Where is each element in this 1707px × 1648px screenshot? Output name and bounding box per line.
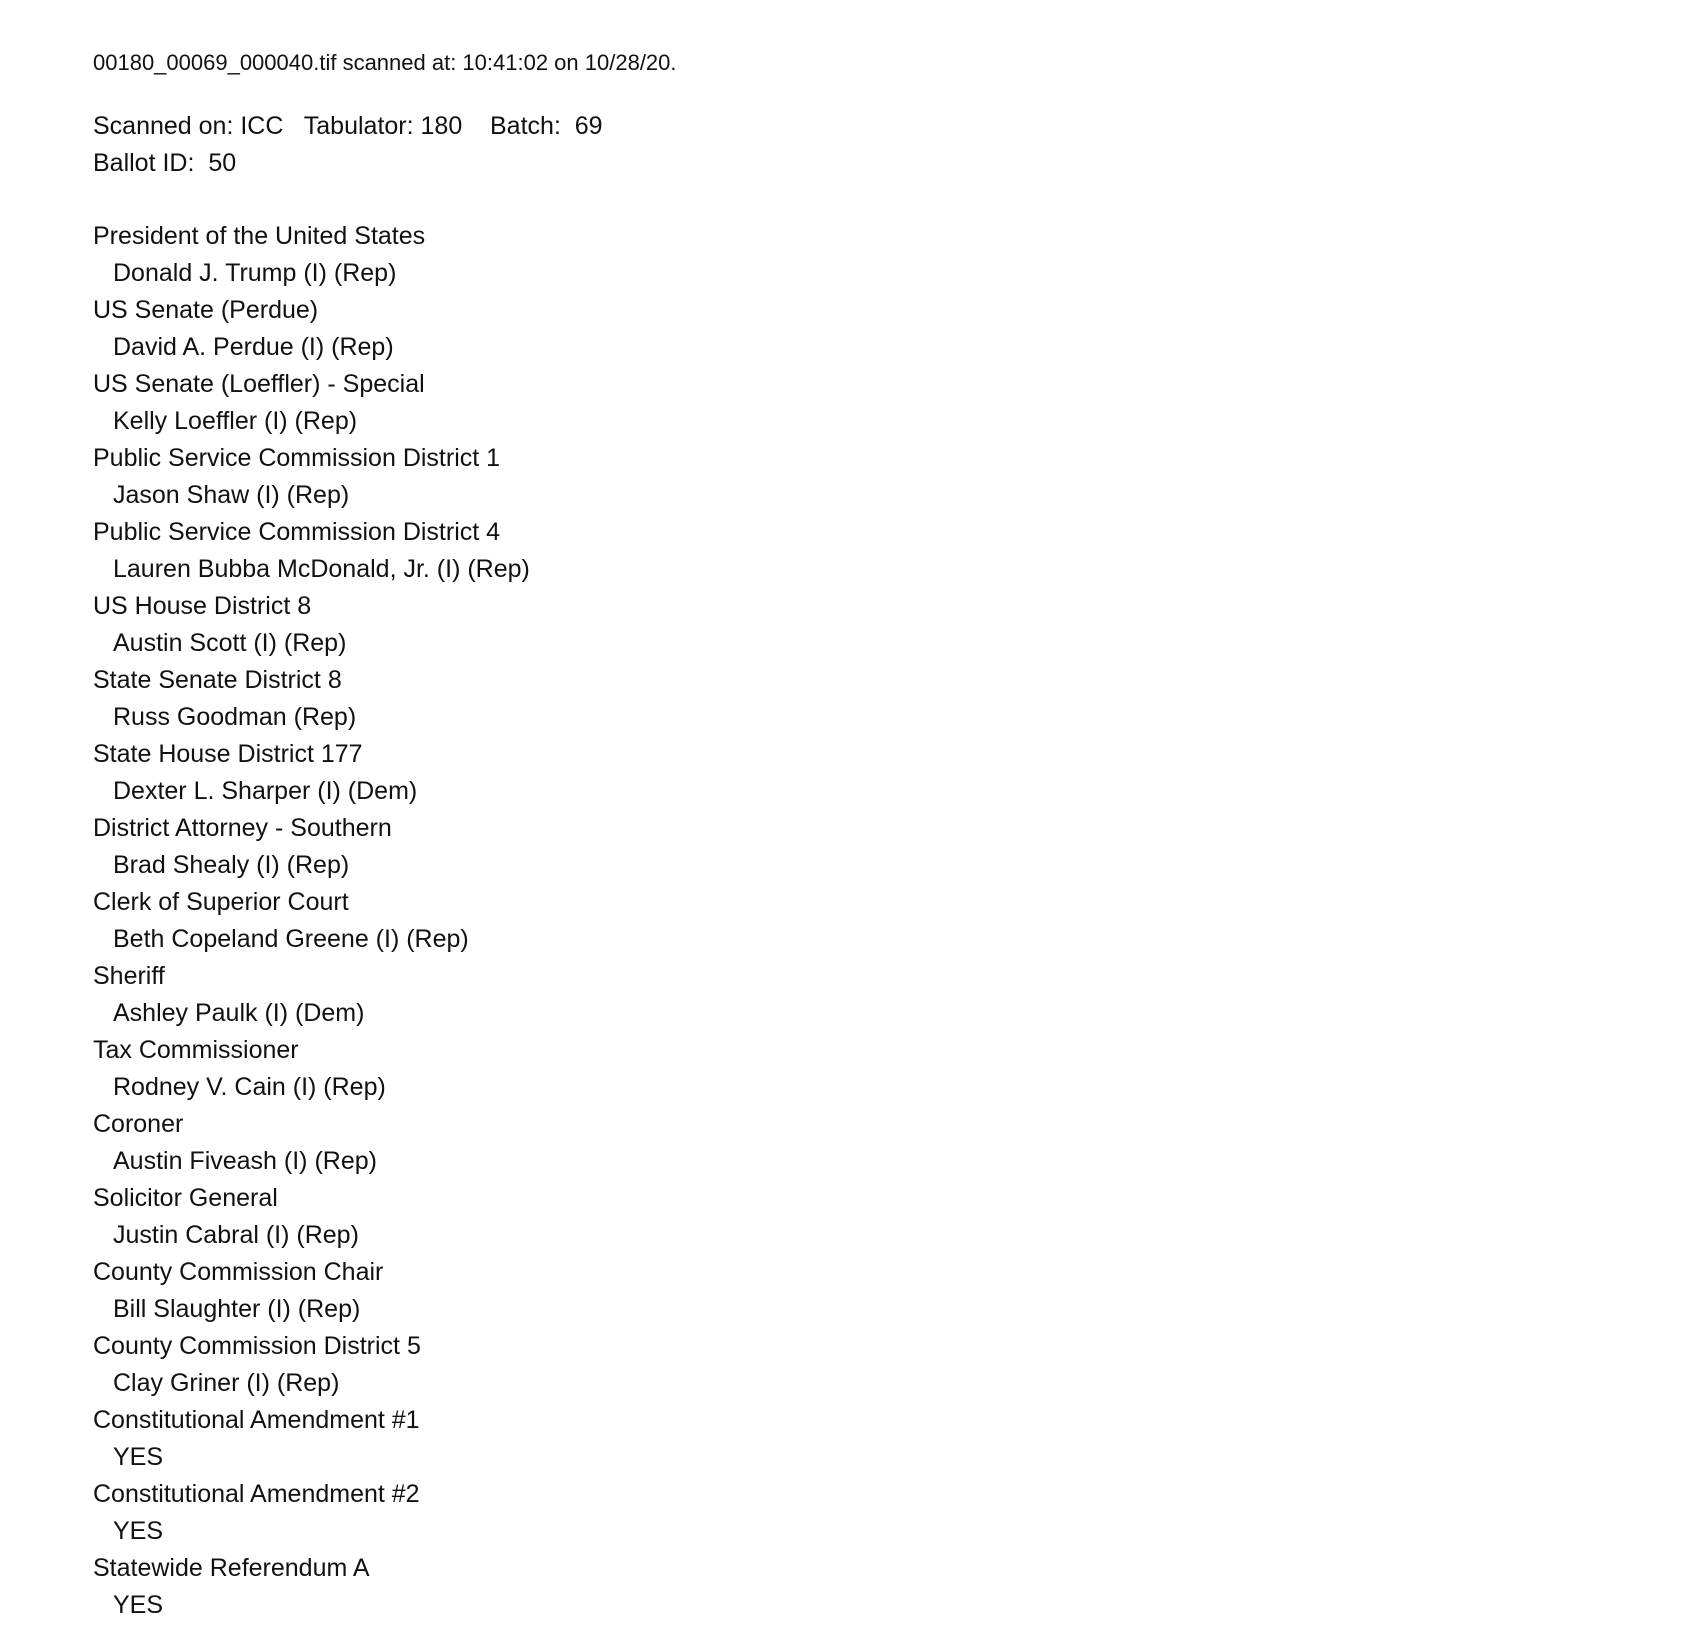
contest-selection: Dexter L. Sharper (I) (Dem) <box>113 777 418 805</box>
contest-selection: YES <box>113 1591 164 1619</box>
contest-entry <box>93 514 1667 588</box>
contest-office: County Commission Chair <box>93 1258 384 1286</box>
contest-office: Constitutional Amendment #1 <box>93 1406 420 1434</box>
contest-selection: Lauren Bubba McDonald, Jr. (I) (Rep) <box>113 555 530 583</box>
contest-office: State Senate District 8 <box>93 666 342 694</box>
contest-office: US Senate (Perdue) <box>93 296 319 324</box>
scanner-tabulator-batch-line: Scanned on: ICC Tabulator: 180 Batch: 69 <box>93 112 603 140</box>
contest-entry <box>93 1550 1667 1624</box>
contest-entry <box>93 1476 1667 1550</box>
contest-entry <box>93 366 1667 440</box>
contest-office: Sheriff <box>93 962 165 990</box>
contest-office: County Commission District 5 <box>93 1332 421 1360</box>
contest-selection: David A. Perdue (I) (Rep) <box>113 333 394 361</box>
scan-info-line: 00180_00069_000040.tif scanned at: 10:41:02 on 10/28/20. <box>93 50 677 75</box>
contest-entry <box>93 810 1667 884</box>
contest-entry <box>93 1254 1667 1328</box>
contest-office: Statewide Referendum A <box>93 1554 370 1582</box>
contest-office: US House District 8 <box>93 592 312 620</box>
contest-office: Tax Commissioner <box>93 1036 299 1064</box>
contest-selection: Bill Slaughter (I) (Rep) <box>113 1295 361 1323</box>
contest-entry <box>93 1106 1667 1180</box>
contest-office: Public Service Commission District 1 <box>93 444 501 472</box>
contest-entry <box>93 958 1667 1032</box>
ballot-id-line: Ballot ID: 50 <box>93 149 237 177</box>
contest-entry <box>93 1328 1667 1402</box>
contest-selection: Kelly Loeffler (I) (Rep) <box>113 407 358 435</box>
contest-selection: Austin Scott (I) (Rep) <box>113 629 347 657</box>
contest-office: Solicitor General <box>93 1184 278 1212</box>
contest-selection: Russ Goodman (Rep) <box>113 703 357 731</box>
contest-selection: Jason Shaw (I) (Rep) <box>113 481 350 509</box>
contest-entry <box>93 884 1667 958</box>
contest-office: District Attorney - Southern <box>93 814 392 842</box>
contest-selection: Donald J. Trump (I) (Rep) <box>113 259 397 287</box>
contest-entry <box>93 440 1667 514</box>
contest-entry <box>93 1402 1667 1476</box>
contest-selection: Beth Copeland Greene (I) (Rep) <box>113 925 469 953</box>
contest-office: Clerk of Superior Court <box>93 888 349 916</box>
contest-selection: Clay Griner (I) (Rep) <box>113 1369 340 1397</box>
contest-selection: YES <box>113 1443 164 1471</box>
contest-office: US Senate (Loeffler) - Special <box>93 370 425 398</box>
contest-selection: Austin Fiveash (I) (Rep) <box>113 1147 377 1175</box>
contest-office: Constitutional Amendment #2 <box>93 1480 420 1508</box>
contest-selection: Brad Shealy (I) (Rep) <box>113 851 350 879</box>
contest-selection: YES <box>113 1517 164 1545</box>
contest-office: State House District 177 <box>93 740 363 768</box>
contest-office: Coroner <box>93 1110 184 1138</box>
contest-entry <box>93 1180 1667 1254</box>
contest-selection: Rodney V. Cain (I) (Rep) <box>113 1073 386 1101</box>
contest-entry <box>93 292 1667 366</box>
contest-selection: Justin Cabral (I) (Rep) <box>113 1221 359 1249</box>
contest-entry <box>93 588 1667 662</box>
contest-selection: Ashley Paulk (I) (Dem) <box>113 999 365 1027</box>
contest-entry <box>93 1032 1667 1106</box>
contest-list <box>93 218 1667 1624</box>
contest-entry <box>93 662 1667 736</box>
contest-entry <box>93 218 1667 292</box>
contest-entry <box>93 736 1667 810</box>
contest-office: President of the United States <box>93 222 426 250</box>
contest-office: Public Service Commission District 4 <box>93 518 501 546</box>
